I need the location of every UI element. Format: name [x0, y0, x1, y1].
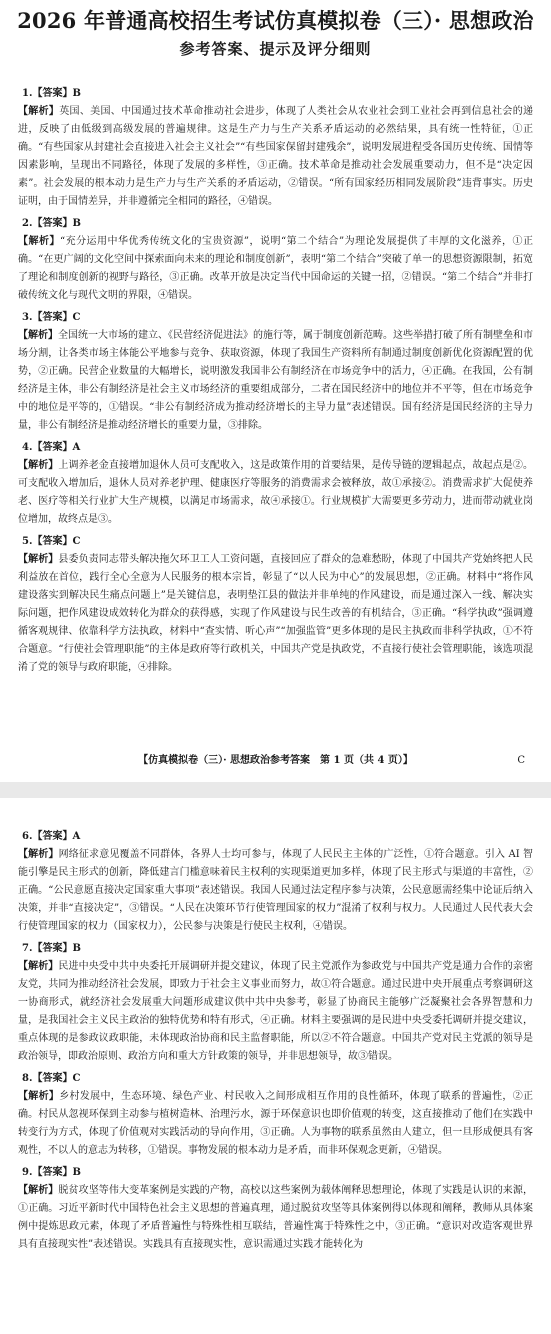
explanation-tag: 【解析】 — [18, 1185, 59, 1196]
explanation-paragraph — [16, 103, 535, 211]
answer-choice: C — [72, 536, 81, 547]
answer-line — [16, 85, 535, 103]
explanation-tag: 【解析】 — [18, 849, 59, 860]
answer-line — [16, 309, 535, 327]
document-subtitle: 参考答案、提示及评分细则 — [179, 40, 372, 58]
explanation-tag: 【解析】 — [18, 961, 59, 972]
explanation-paragraph — [16, 846, 535, 936]
answer-line — [16, 1070, 535, 1088]
question-entry — [16, 1070, 535, 1160]
question-number: 6. — [22, 831, 33, 842]
answer-choice: B — [72, 1167, 81, 1178]
explanation-text: 英国、美国、中国通过技术革命推动社会进步，体现了人类社会从农业社会到工业社会再到信息社会的递进，反映了由低级到高级发展的普遍规律。这是生产力与生产关系矛盾运动的必然结果，具有统一性特征，①正确。“有些国家从封建社会直接进入社会主义社会”“有些国家保留封建残余”，说明发展进程受各国历史传统、国情等因素影响，呈现出不同路径，体现了发展的多样性，③正确。技术革命是推动社会发展重要动力，但不是“决定因素”。社会发展的根本动力是生产力与生产关系的矛盾运动，②错误。“所有国家经历相同发展阶段”违背事实。历史证明，由于国情差异，并非遵循完全相同的路径，④错误。 — [18, 106, 534, 207]
question-number: 3. — [22, 312, 33, 323]
explanation-text: 乡村发展中，生态环境、绿色产业、村民收入之间形成相互作用的良性循环，体现了联系的普遍性，②正确。村民从忽视环保到主动参与植树造林、治理污水，源于环保意识也即价值观的转变，这直接推动了他们在实践中转变行为方式，体现了价值观对实践活动的导向作用，③正确。人为事物的联系虽然由人建立，但一旦形成便具有客观性，不以人的意志为转移，①错误。事物发展的根本动力是矛盾，而非环保观念更新，④错误。 — [18, 1091, 534, 1156]
answer-tag: 【答案】 — [32, 536, 73, 547]
question-entry — [16, 533, 535, 677]
explanation-text: 民进中央受中共中央委托开展调研并提交建议，体现了民主党派作为参政党与中国共产党是通力合作的亲密友党，共同为推动经济社会发展，即致力于社会主义事业而努力，故①符合题意。通过民进中央开展重点考察调研这一协商形式，就经济社会发展重大问题形成建议供中共中央参考，彰显了协商民主能够广泛凝聚社会各界智慧和力量，是我国社会主义民主政治的独特优势和特有形式，④正确。材料主要强调的是民进中央受委托调研并提交建议，重点体现的是参政议政职能，未体现政治协商和民主监督职能，所以②不符合题意。中国共产党对民主党派的领导是政治领导，即政治原则、政治方向和重大方针政策的领导，并非思想领导，故③错误。 — [18, 961, 534, 1062]
answer-line — [16, 533, 535, 551]
answer-choice: C — [72, 312, 81, 323]
footer-version-code: C — [517, 755, 525, 766]
answer-page-2 — [0, 798, 551, 1334]
answer-line — [16, 828, 535, 846]
explanation-paragraph — [16, 958, 535, 1066]
question-entry — [16, 1164, 535, 1254]
question-entry — [16, 309, 535, 435]
question-number: 7. — [22, 943, 33, 954]
answer-tag: 【答案】 — [32, 831, 73, 842]
page-1-content — [16, 85, 535, 677]
explanation-paragraph — [16, 233, 535, 305]
question-entry — [16, 940, 535, 1066]
answer-tag: 【答案】 — [32, 943, 73, 954]
explanation-tag: 【解析】 — [18, 1091, 60, 1102]
explanation-text: 上调养老金直接增加退休人员可支配收入，这是政策作用的首要结果，是传导链的逻辑起点，故起点是②。可支配收入增加后，退休人员对养老护理、健康医疗等服务的消费需求会被释放，故①承接②。消费需求扩大促使养老、医疗等相关行业扩大生产规模，以满足市场需求，故④承接①。行业规模扩大需要更多劳动力，进而带动就业岗位增加，故终点是③。 — [18, 460, 534, 525]
answer-tag: 【答案】 — [32, 218, 73, 229]
explanation-paragraph — [16, 327, 535, 435]
explanation-tag: 【解析】 — [18, 236, 60, 247]
answer-tag: 【答案】 — [32, 1073, 73, 1084]
question-entry — [16, 85, 535, 211]
question-number: 9. — [22, 1167, 33, 1178]
answer-tag: 【答案】 — [32, 88, 73, 99]
question-number: 2. — [22, 218, 33, 229]
answer-tag: 【答案】 — [32, 1167, 73, 1178]
answer-line — [16, 1164, 535, 1182]
explanation-text: 脱贫攻坚等伟大变革案例是实践的产物，高校以这些案例为载体阐释思想理论，体现了实践是认识的来源，①正确。习近平新时代中国特色社会主义思想的普遍真理，通过脱贫攻坚等具体案例得以体现和阐释，教师从具体案例中提炼思政元素，体现了矛盾普遍性与特殊性相互联结，普遍性寓于特殊性之中，③正确。“意识对改造客观世界具有直接现实性”表述错误。实践具有直接现实性，意识需通过实践才能转化为 — [18, 1185, 534, 1250]
question-entry — [16, 828, 535, 936]
question-number: 4. — [22, 442, 33, 453]
question-number: 5. — [22, 536, 33, 547]
explanation-paragraph — [16, 1182, 535, 1254]
answer-choice: B — [72, 943, 81, 954]
answer-choice: A — [72, 831, 81, 842]
explanation-text: 网络征求意见覆盖不同群体，各界人士均可参与，体现了人民民主主体的广泛性，①符合题意。引入 AI 智能引擎是民主形式的创新，降低建言门槛意味着民主权利的实现渠道更加多样，体现了民主形式与渠道的丰富性，②正确。“公民意愿直接决定国家重大事项”表述错误。我国人民通过法定程序参与决策，公民意愿需经集中论证后纳入决策，并非“直接决定”，③错误。“人民在决策环节行使管理国家的权力”混淆了权利与权力。人民通过人民代表大会行使管理国家的权力（国家权力），公民参与决策是行使民主权利，④错误。 — [18, 849, 534, 932]
answer-choice: A — [72, 442, 81, 453]
question-entry — [16, 439, 535, 529]
explanation-tag: 【解析】 — [18, 106, 60, 117]
answer-tag: 【答案】 — [32, 312, 73, 323]
answer-tag: 【答案】 — [32, 442, 73, 453]
answer-line — [16, 940, 535, 958]
explanation-text: “充分运用中华优秀传统文化的宝贵资源”，说明“第二个结合”为理论发展提供了丰厚的文化滋养，①正确。“在更广阔的文化空间中探索面向未来的理论和制度创新”，表明“第二个结合”突破了单一的思想资源限制，拓宽了理论和制度创新的视野与路径，③正确。改革开放是决定当代中国命运的关键一招，②错误。“第二个结合”并非打破传统文化与现代文明的界限，④错误。 — [18, 236, 534, 301]
explanation-tag: 【解析】 — [18, 330, 58, 341]
explanation-text: 全国统一大市场的建立、《民营经济促进法》的施行等，属于制度创新范畴。这些举措打破了所有制壁垒和市场分割，让各类市场主体能公平地参与竞争、获取资源，体现了我国生产资料所有制通过制度创新优化资源配置的优势，②正确。民营企业数量的大幅增长，说明激发我国非公有制经济在市场竞争中的活力，④正确。在我国，公有制经济是主体，非公有制经济是社会主义市场经济的重要组成部分，二者在国民经济中的地位并不平等，但在市场竞争中的地位是平等的，①错误。“非公有制经济成为推动经济增长的主导力量”表述错误。国有经济是国民经济的主导力量，非公有制经济是推动经济增长的重要力量，③排除。 — [18, 330, 533, 431]
explanation-text: 县委负责同志带头解决拖欠环卫工人工资问题，直接回应了群众的急难愁盼，体现了中国共产党始终把人民利益放在首位，践行全心全意为人民服务的根本宗旨，彰显了“以人民为中心”的发展思想，②正确。材料中“将作风建设落实到解决民生痛点问题上”是关键信息，表明垫江县的做法并非单纯的作风建设，而是通过深入一线、解决实际问题，把作风建设成效转化为群众的获得感，实现了作风建设与民生改善的有机结合，③正确。“科学执政”强调遵循客观规律、依靠科学方法执政，材料中“查实情、听心声”“加强监管”更多体现的是民主执政而非科学执政，①不符合题意。“行使社会管理职能”的主体是政府等行政机关，中国共产党是执政党，不直接行使社会管理职能，该选项混淆了党的领导与政府职能，④排除。 — [18, 554, 534, 673]
page-2-content — [16, 798, 535, 1254]
footer-page-info: 【仿真模拟卷（三）· 思想政治参考答案 第 1 页（共 4 页）】 — [138, 755, 413, 766]
page-footer — [16, 754, 535, 768]
explanation-paragraph — [16, 1088, 535, 1160]
answer-choice: B — [72, 218, 81, 229]
question-number: 8. — [22, 1073, 33, 1084]
answer-line — [16, 439, 535, 457]
answer-choice: C — [72, 1073, 81, 1084]
explanation-paragraph — [16, 457, 535, 529]
explanation-tag: 【解析】 — [18, 554, 59, 565]
answer-line — [16, 215, 535, 233]
answer-choice: B — [72, 88, 81, 99]
question-number: 1. — [22, 88, 33, 99]
explanation-tag: 【解析】 — [18, 460, 59, 471]
document-title: 2026 年普通高校招生考试仿真模拟卷（三）· 思想政治 — [17, 8, 534, 33]
explanation-paragraph — [16, 551, 535, 677]
question-entry — [16, 215, 535, 305]
